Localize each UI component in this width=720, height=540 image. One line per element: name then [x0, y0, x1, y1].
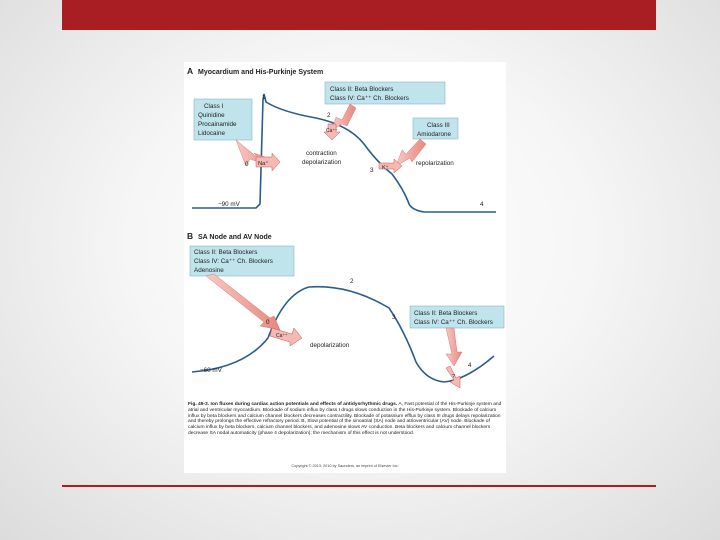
panel-b-right-line-2: Class IV: Ca⁺⁺ Ch. Blockers [414, 319, 493, 326]
panel-b-letter: B [187, 231, 194, 241]
panel-b-left-line-2: Class IV: Ca⁺⁺ Ch. Blockers [194, 258, 273, 265]
repolarization-label: repolarization [416, 160, 454, 167]
panel-b-left-line-1: Class II: Beta Blockers [194, 249, 258, 256]
copyright-notice: Copyright © 2013, 2010 by Saunders, an imprint of Elsevier Inc. [291, 464, 399, 468]
panel-b-left-line-3: Adenosine [194, 267, 224, 274]
calcium-label-a: Ca⁺⁺ [326, 128, 338, 134]
class-1-line-3: Procainamide [198, 121, 237, 128]
class-1-line-1: Class I [204, 103, 224, 110]
panel-a-title: Myocardium and His-Purkinje System [198, 69, 324, 76]
phase-a-0: 0 [245, 161, 249, 168]
calcium-label-b: Ca⁺⁺ [276, 333, 288, 339]
unknown-mechanism-label: ? [452, 374, 456, 380]
phase-b-4: 4 [468, 362, 472, 369]
phase-a-4: 4 [480, 201, 484, 208]
phase-b-2: 2 [350, 278, 354, 285]
phase-a-2: 2 [327, 112, 331, 119]
panel-b-title: SA Node and AV Node [198, 234, 272, 241]
potassium-label: K⁺ [382, 165, 389, 171]
caption-label: Fig. 49-2. Ion fluxes during cardiac action potentials and effects of antidysrhythmic drugs. [188, 402, 398, 407]
phase-a-3: 3 [370, 167, 374, 174]
sodium-label: Na⁺ [258, 161, 269, 167]
class-3-line-2: Amiodarone [417, 131, 451, 138]
phase-a-1: 1 [262, 94, 266, 101]
class-3-line-1: Class III [427, 122, 450, 129]
phase-b-0: 0 [266, 319, 270, 326]
panel-b-right-pointer-arrow [446, 328, 462, 366]
figure-caption [188, 402, 504, 437]
panel-a-letter: A [187, 66, 194, 76]
title-bar [62, 0, 656, 30]
resting-potential-a: −90 mV [218, 201, 240, 208]
caption-body: A, Fast potential of the His-Purkinje system and atrial and ventricular myocardium. Blockade of sodium influx by class I drugs slows conduction in the His-Purkinje system. Blockade of calcium influx by beta blockers and calcium channel blockers decreases contractility. Blockade of potassium efflux by class III drugs delays repolarization and thereby prolongs the effective refractory period. B, Slow potential of the sinoatrial (SA) node and atrioventricular (AV) node. Blockade of calcium influx by beta blockers, calcium channel blockers, and adenosine slows AV conduction. Beta blockers and calcium channel blockers decrease SA nodal automaticity (phase 4 depolarization); the mechanism of this effect is not understood. [188, 402, 502, 436]
figure-image [184, 62, 506, 473]
resting-potential-b: −60 mV [200, 367, 222, 374]
class-1-line-2: Quinidine [198, 112, 225, 119]
class-2-line: Class II: Beta Blockers [330, 86, 394, 93]
class-4-line: Class IV: Ca⁺⁺ Ch. Blockers [330, 95, 409, 102]
contraction-label: contraction depolarization [302, 150, 342, 166]
depolarization-label-b: depolarization [310, 342, 350, 349]
class-1-line-4: Lidocaine [198, 130, 225, 137]
phase-b-3: 3 [392, 314, 396, 321]
footer-rule [62, 485, 656, 487]
panel-b-right-line-1: Class II: Beta Blockers [414, 310, 478, 317]
